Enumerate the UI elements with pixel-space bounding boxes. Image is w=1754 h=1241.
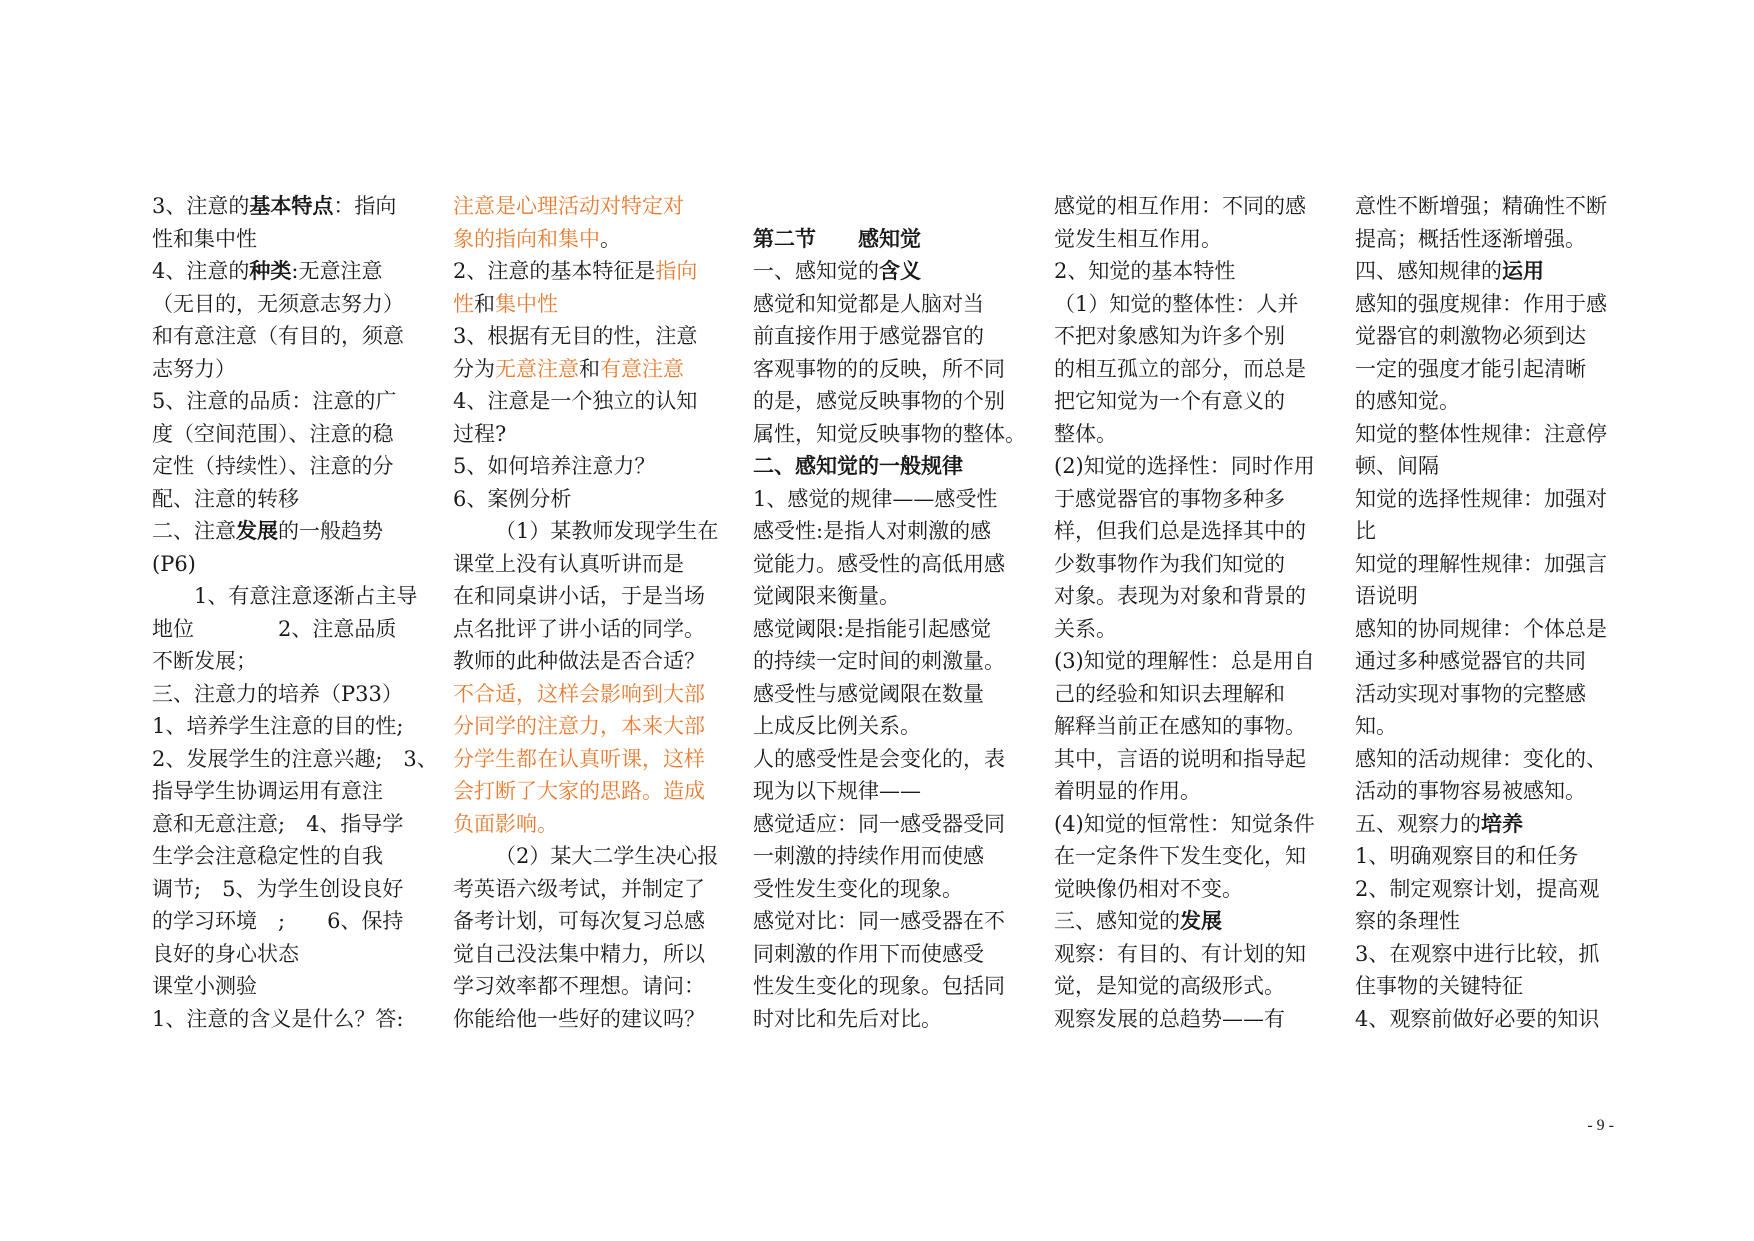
text-line [1355,808,1623,841]
text-line [753,970,1021,1003]
text-line [1054,320,1322,353]
text-line [152,938,420,971]
text-segment: 点名批评了讲小话的同学。 [453,616,705,641]
text-line [152,255,420,288]
text-line [753,905,1021,938]
text-line [753,678,1021,711]
text-line [753,320,1021,353]
text-segment: 觉自己没法集中精力，所以 [453,941,705,966]
text-line [152,1003,420,1036]
text-segment: 4、注意的 [152,259,250,283]
text-line [453,710,721,743]
text-line [753,808,1021,841]
text-line [453,1003,721,1036]
text-line [1054,1003,1322,1036]
text-segment: 感受性与感觉阈限在数量 [753,681,984,706]
text-line [1355,613,1623,646]
text-line [453,288,721,321]
text-line [453,483,721,516]
text-line [1054,548,1322,581]
text-line [453,223,721,256]
text-segment: 活动实现对事物的完整感 [1355,681,1586,706]
text-line [453,840,721,873]
text-line [152,515,420,548]
text-segment: 着明显的作用。 [1054,779,1201,803]
emphasized-term: 第二节 感知觉 [753,226,921,251]
text-segment: 不把对象感知为许多个别 [1054,324,1285,348]
text-segment: 少数事物作为我们知觉的 [1054,551,1285,576]
text-segment: 解释当前正在感知的事物。 [1054,714,1306,738]
text-line [1355,190,1623,223]
text-segment: 二、注意 [152,519,236,543]
highlighted-answer-text: 注意是心理活动对特定对 [453,194,684,218]
text-line [1355,223,1623,256]
text-segment: 度（空间范围）、注意的稳 [152,421,394,446]
text-segment: 对象。表现为对象和背景的 [1054,584,1306,608]
emphasized-term: 含义 [879,259,921,283]
text-segment: (P6) [152,551,196,576]
text-line [1355,580,1623,613]
text-line [1054,483,1322,516]
text-segment: 在和同桌讲小话，于是当场 [453,584,705,608]
text-line [453,580,721,613]
text-segment: 比 [1355,519,1376,543]
text-line [1054,775,1322,808]
text-line [753,613,1021,646]
text-segment: 四、感知规律的 [1355,259,1502,283]
text-segment: 提高；概括性逐渐增强。 [1355,226,1586,251]
emphasized-term: 发展 [236,519,278,543]
text-line [1054,743,1322,776]
text-segment: 调节; 5、为学生创设良好 [152,876,404,901]
text-segment: 感知的活动规律：变化的、 [1355,746,1607,771]
text-line [453,938,721,971]
text-line [1355,645,1623,678]
text-segment: 感觉适应：同一感受器受同 [753,811,1005,836]
text-segment: 2、知觉的基本特性 [1054,259,1236,283]
text-line [1054,288,1322,321]
text-line [152,970,420,1003]
text-line [753,938,1021,971]
text-line [753,710,1021,743]
text-line [1355,743,1623,776]
text-segment: 感觉对比：同一感受器在不 [753,909,1005,933]
text-line [1054,385,1322,418]
emphasized-term: 运用 [1502,259,1544,283]
text-line [1355,353,1623,386]
text-line [1054,873,1322,906]
text-line [453,613,721,646]
text-segment: 不断发展； [152,649,257,673]
text-segment: 觉，是知觉的高级形式。 [1054,974,1285,998]
text-line [753,873,1021,906]
text-segment: 配、注意的转移 [152,486,299,511]
text-line [1355,873,1623,906]
text-line [152,743,438,776]
text-line [152,190,420,223]
text-line [152,353,420,386]
text-segment: 前直接作用于感觉器官的 [753,324,984,348]
text-segment: 一刺激的持续作用而使感 [753,844,984,868]
text-line [453,418,721,451]
text-segment: 1、感觉的规律——感受性 [753,486,998,511]
text-segment: 的相互孤立的部分，而总是 [1054,356,1306,381]
text-line [1355,255,1623,288]
text-segment: 5、如何培养注意力？ [453,454,656,478]
emphasized-term: 种类 [249,259,292,283]
text-line [1355,515,1623,548]
emphasized-term: 二、感知觉的 [753,454,879,478]
text-line [1054,223,1322,256]
text-segment: 5、注意的品质：注意的广 [152,389,397,413]
text-line [152,808,420,841]
text-line [453,190,721,223]
text-segment: 2、发展学生的注意兴趣; 3、 [152,746,438,771]
text-segment: 感觉和知觉都是人脑对当 [753,291,984,316]
text-segment: 和有意注意（有目的，须意 [152,324,404,348]
text-line [1054,678,1322,711]
text-segment: 三、感知觉的 [1054,909,1180,933]
text-line [753,353,1021,386]
text-segment: ：指向 [333,194,397,218]
text-line [152,840,420,873]
emphasized-term: 一般规律 [879,454,963,478]
text-line [1054,418,1322,451]
text-segment: 考英语六级考试，并制定了 [453,876,705,901]
text-line [753,775,1021,808]
text-column-4 [1054,190,1322,1035]
text-line [1355,710,1623,743]
text-segment: 觉映像仍相对不变。 [1054,876,1243,901]
text-column-5 [1355,190,1623,1035]
text-line [1054,938,1322,971]
text-segment: 指导学生协调运用有意注 [152,779,383,803]
text-line [1355,840,1623,873]
text-line [1355,548,1623,581]
text-segment: (4)知觉的恒常性：知觉条件 [1054,811,1315,836]
text-segment: 同刺激的作用下而使感受 [753,941,984,966]
text-line [753,483,1021,516]
text-segment: 现为以下规律—— [753,779,921,803]
text-line [753,385,1021,418]
text-segment: 性和集中性 [152,226,257,251]
text-segment: 2、制定观察计划，提高观 [1355,876,1600,901]
text-line [1054,808,1322,841]
text-segment: 客观事物的的反映，所不同 [753,356,1005,381]
text-line [1054,710,1322,743]
text-line [753,190,1021,223]
text-line [152,775,420,808]
text-line [753,548,1021,581]
text-segment: 察的条理性 [1355,909,1460,933]
text-segment: 你能给他一些好的建议吗？ [453,1006,705,1031]
text-segment: 观察：有目的、有计划的知 [1054,941,1306,966]
text-segment: :无意注意 [291,259,383,283]
text-segment: 1、明确观察目的和任务 [1355,844,1579,868]
text-segment: 五、观察力的 [1355,811,1481,836]
text-segment: 2、注意的基本特征是 [453,259,656,283]
text-line [1355,418,1623,451]
text-line [753,515,1021,548]
text-line [453,873,721,906]
text-segment: 的是，感觉反映事物的个别 [753,389,1005,413]
text-line [1355,678,1623,711]
text-segment: 1、有意注意逐渐占主导 [194,584,418,608]
text-segment: 1、注意的含义是什么？答: [152,1006,404,1031]
text-line [1355,385,1623,418]
text-line [753,288,1021,321]
text-segment: 语说明 [1355,584,1418,608]
text-segment: 时对比和先后对比。 [753,1006,942,1031]
text-segment: 一定的强度才能引起清晰 [1355,356,1586,381]
emphasized-term: 发展 [1180,909,1222,933]
text-segment: 6、案例分析 [453,486,572,511]
text-line [1054,613,1322,646]
text-segment: 意性不断增强；精确性不断 [1355,194,1607,218]
text-segment: 属性，知觉反映事物的整体。 [753,421,1026,446]
text-segment: 顿、间隔 [1355,454,1439,478]
text-line [152,678,420,711]
text-line [453,548,721,581]
text-line [152,710,420,743]
text-segment: 的一般趋势 [278,519,383,543]
text-line [152,645,420,678]
text-segment: 三、注意力的培养（P33） [152,681,403,706]
text-segment: 的感知觉。 [1355,389,1460,413]
text-segment: 生学会注意稳定性的自我 [152,844,383,868]
text-segment: 上成反比例关系。 [753,714,921,738]
text-segment: （1）某教师发现学生在 [495,519,719,543]
text-segment: 定性（持续性）、注意的分 [152,454,394,478]
text-segment: 觉器官的刺激物必须到达 [1355,324,1586,348]
text-segment: 在一定条件下发生变化，知 [1054,844,1306,868]
text-segment: 活动的事物容易被感知。 [1355,779,1586,803]
text-line [152,418,420,451]
text-line [753,223,1021,256]
text-segment: 知。 [1355,714,1397,738]
highlighted-answer-text: 分学生都在认真听课，这样 [453,746,705,771]
text-segment: 知觉的整体性规律：注意停 [1355,421,1607,446]
text-line [1054,970,1322,1003]
text-line [152,580,420,613]
text-line [1355,775,1623,808]
text-line [1355,970,1623,1003]
text-line [1355,483,1623,516]
highlighted-answer-text: 性 [453,291,474,316]
text-line [1355,450,1623,483]
text-line [152,450,420,483]
text-line [753,1003,1021,1036]
highlighted-answer-text: 不合适，这样会影响到大部 [453,681,705,706]
text-line [753,418,1026,451]
text-segment: （1）知觉的整体性：人并 [1054,291,1299,316]
text-segment: （无目的，无须意志努力） [152,291,404,316]
text-line [753,645,1021,678]
text-line [152,483,420,516]
text-line [1355,320,1623,353]
text-segment: 课堂小测验 [152,974,257,998]
text-segment: 觉能力。感受性的高低用感 [753,551,1005,576]
text-line [152,385,420,418]
text-line [152,905,420,938]
text-segment: (2)知觉的选择性：同时作用 [1054,454,1315,478]
highlighted-answer-text: 集中性 [495,291,558,316]
text-line [1054,190,1322,223]
text-line [453,320,721,353]
text-segment: 觉阈限来衡量。 [753,584,900,608]
text-line [453,970,721,1003]
text-segment: 受性发生变化的现象。 [753,876,963,901]
highlighted-answer-text: 负面影响。 [453,811,558,836]
text-line [1054,450,1322,483]
text-segment: 感觉的相互作用：不同的感 [1054,194,1306,218]
text-line [753,580,1021,613]
text-segment: 。 [600,226,621,251]
text-segment: 住事物的关键特征 [1355,974,1523,998]
text-line [1054,840,1322,873]
text-segment: （2）某大二学生决心报 [495,844,719,868]
text-line [753,840,1021,873]
text-segment: 3、在观察中进行比较，抓 [1355,941,1600,966]
emphasized-term: 培养 [1481,811,1523,836]
text-segment: 感觉阈限:是指能引起感觉 [753,616,992,641]
text-line [453,808,721,841]
text-line [1054,645,1322,678]
text-line [152,288,420,321]
text-line [753,743,1021,776]
text-segment: 关系。 [1054,616,1117,641]
text-segment: 的学习环境 ; 6、保持 [152,909,404,933]
text-segment: 通过多种感觉器官的共同 [1355,649,1586,673]
text-segment: 感知的强度规律：作用于感 [1355,291,1607,316]
text-segment: 和 [474,291,495,316]
text-line [1054,255,1322,288]
text-segment: 性发生变化的现象。包括同 [753,974,1005,998]
text-segment: 知觉的选择性规律：加强对 [1355,486,1607,511]
text-segment: 整体。 [1054,421,1117,446]
text-segment: (3)知觉的理解性：总是用自 [1054,649,1315,673]
text-segment: 4、注意是一个独立的认知 [453,389,698,413]
text-segment: 备考计划，可每次复习总感 [453,909,705,933]
text-segment: 其中，言语的说明和指导起 [1054,746,1306,771]
text-segment: 意和无意注意; 4、指导学 [152,811,404,836]
text-line [1355,1003,1623,1036]
text-segment: 3、根据有无目的性，注意 [453,324,698,348]
text-line [453,743,721,776]
text-line [1355,905,1623,938]
highlighted-answer-text: 象的指向和集中 [453,226,600,251]
text-column-2 [453,190,721,1035]
text-segment: 4、观察前做好必要的知识 [1355,1006,1600,1031]
text-segment: 把它知觉为一个有意义的 [1054,389,1285,413]
text-segment: 的持续一定时间的刺激量。 [753,649,1005,673]
text-column-3 [753,190,1026,1035]
page-number: - 9 - [1587,1117,1614,1134]
text-line [152,320,420,353]
text-line [1054,353,1322,386]
text-segment: 和 [579,356,600,381]
text-segment: 志努力） [152,356,236,381]
text-line [1355,288,1623,321]
text-line [453,255,721,288]
text-segment: 过程? [453,421,507,446]
highlighted-answer-text: 指向 [655,259,698,283]
text-segment: 教师的此种做法是否合适？ [453,649,705,673]
text-segment: 地位 2、注意品质 [152,616,397,641]
highlighted-answer-text: 会打断了大家的思路。造成 [453,779,705,803]
text-segment: 分为 [453,356,495,381]
text-segment: 样，但我们总是选择其中的 [1054,519,1306,543]
text-line [1054,515,1322,548]
text-segment: 感知的协同规律：个体总是 [1355,616,1607,641]
text-line [152,548,420,581]
text-segment: 人的感受性是会变化的，表 [753,746,1005,771]
text-segment: 知觉的理解性规律：加强言 [1355,551,1607,576]
text-line [1054,580,1322,613]
text-segment: 于感觉器官的事物多种多 [1054,486,1285,511]
text-segment: 感受性:是指人对刺激的感 [753,519,992,543]
highlighted-answer-text: 无意注意 [495,356,579,381]
text-column-1 [152,190,438,1035]
text-line [453,515,721,548]
emphasized-term: 基本特点 [249,194,334,218]
text-segment: 觉发生相互作用。 [1054,226,1222,251]
text-segment: 观察发展的总趋势——有 [1054,1006,1285,1031]
text-segment: 学习效率都不理想。请问： [453,974,705,998]
text-line [1355,938,1623,971]
text-segment: 良好的身心状态 [152,941,299,966]
text-line [453,353,721,386]
text-segment: 一、感知觉的 [753,259,879,283]
text-line [753,450,1021,483]
text-line [753,255,1021,288]
text-line [152,223,420,256]
text-line [453,905,721,938]
text-line [453,450,721,483]
text-segment: 课堂上没有认真听讲而是 [453,551,684,576]
text-line [152,613,420,646]
text-segment: 3、注意的 [152,194,250,218]
text-line [1054,905,1322,938]
highlighted-answer-text: 有意注意 [600,356,684,381]
text-line [152,873,420,906]
highlighted-answer-text: 分同学的注意力，本来大部 [453,714,705,738]
text-line [453,678,721,711]
text-line [453,775,721,808]
text-line [453,385,721,418]
text-line [453,645,721,678]
text-segment: 己的经验和知识去理解和 [1054,681,1285,706]
text-segment: 1、培养学生注意的目的性; [152,714,404,738]
